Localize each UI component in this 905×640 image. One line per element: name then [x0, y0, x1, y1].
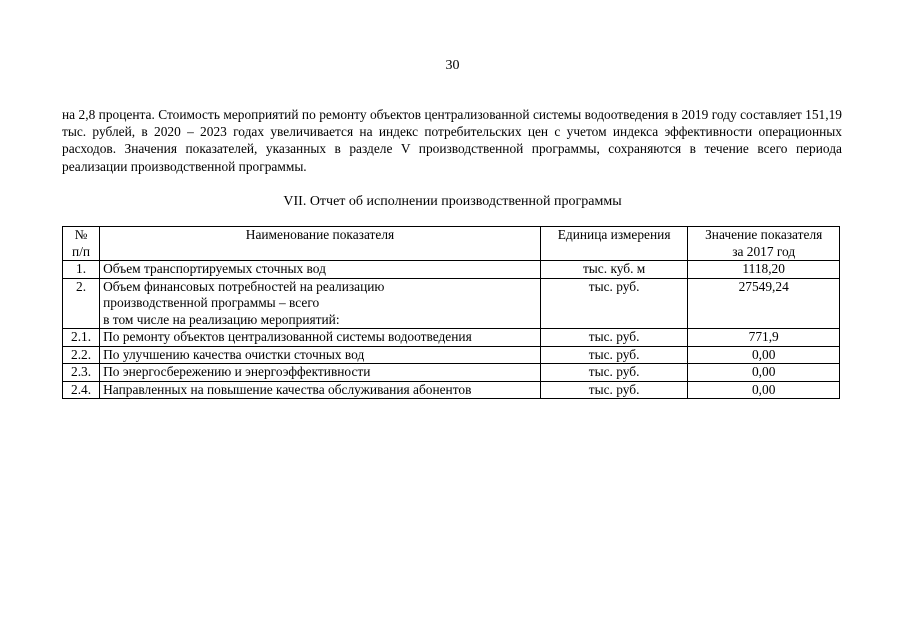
row-value: 0,00 — [688, 346, 840, 364]
section-title: VII. Отчет об исполнении производственной программы — [283, 194, 622, 209]
table-row — [63, 364, 840, 382]
row-unit: тыс. руб. — [540, 364, 688, 382]
header-value: Значение показателя за 2017 год — [688, 227, 840, 261]
row-unit: тыс. руб. — [540, 329, 688, 347]
table-row — [63, 278, 840, 329]
row-num: 2.3. — [63, 364, 100, 382]
row-unit: тыс. куб. м — [540, 261, 688, 279]
row-num: 2.2. — [63, 346, 100, 364]
table-row — [63, 261, 840, 279]
row-unit: тыс. руб. — [540, 278, 688, 329]
row-value: 27549,24 — [688, 278, 840, 329]
row-name: Объем транспортируемых сточных вод — [100, 261, 541, 279]
row-num: 2.4. — [63, 381, 100, 399]
row-name: По энергосбережению и энергоэффективности — [100, 364, 541, 382]
row-num: 1. — [63, 261, 100, 279]
row-value: 0,00 — [688, 381, 840, 399]
table-row — [63, 346, 840, 364]
row-name: По ремонту объектов централизованной системы водоотведения — [100, 329, 541, 347]
header-name: Наименование показателя — [100, 227, 541, 261]
row-num: 2.1. — [63, 329, 100, 347]
row-unit: тыс. руб. — [540, 381, 688, 399]
page-number: 30 — [445, 58, 460, 73]
row-unit: тыс. руб. — [540, 346, 688, 364]
report-table — [62, 226, 840, 399]
row-value: 0,00 — [688, 364, 840, 382]
row-num: 2. — [63, 278, 100, 329]
row-name: Направленных на повышение качества обслуживания абонентов — [100, 381, 541, 399]
row-value: 771,9 — [688, 329, 840, 347]
row-value: 1118,20 — [688, 261, 840, 279]
table-header-row — [63, 227, 840, 261]
header-unit: Единица измерения — [540, 227, 688, 261]
row-name: По улучшению качества очистки сточных вод — [100, 346, 541, 364]
body-paragraph: на 2,8 процента. Стоимость мероприятий по ремонту объектов централизованной системы водоотведения в 2019 году составляет 151,19 тыс. рублей, в 2020 – 2023 годах увеличивается на индекс потребительских цен с учетом индекса эффективности операционных расходов. Значения показателей, указанных в разделе V производственной программы, сохраняются в течение всего периода реализации производственной программы. — [62, 107, 842, 174]
table-row — [63, 329, 840, 347]
row-name: Объем финансовых потребностей на реализацию производственной программы – всего в том числе на реализацию мероприятий: — [100, 278, 541, 329]
table-row — [63, 381, 840, 399]
header-num: № п/п — [63, 227, 100, 261]
